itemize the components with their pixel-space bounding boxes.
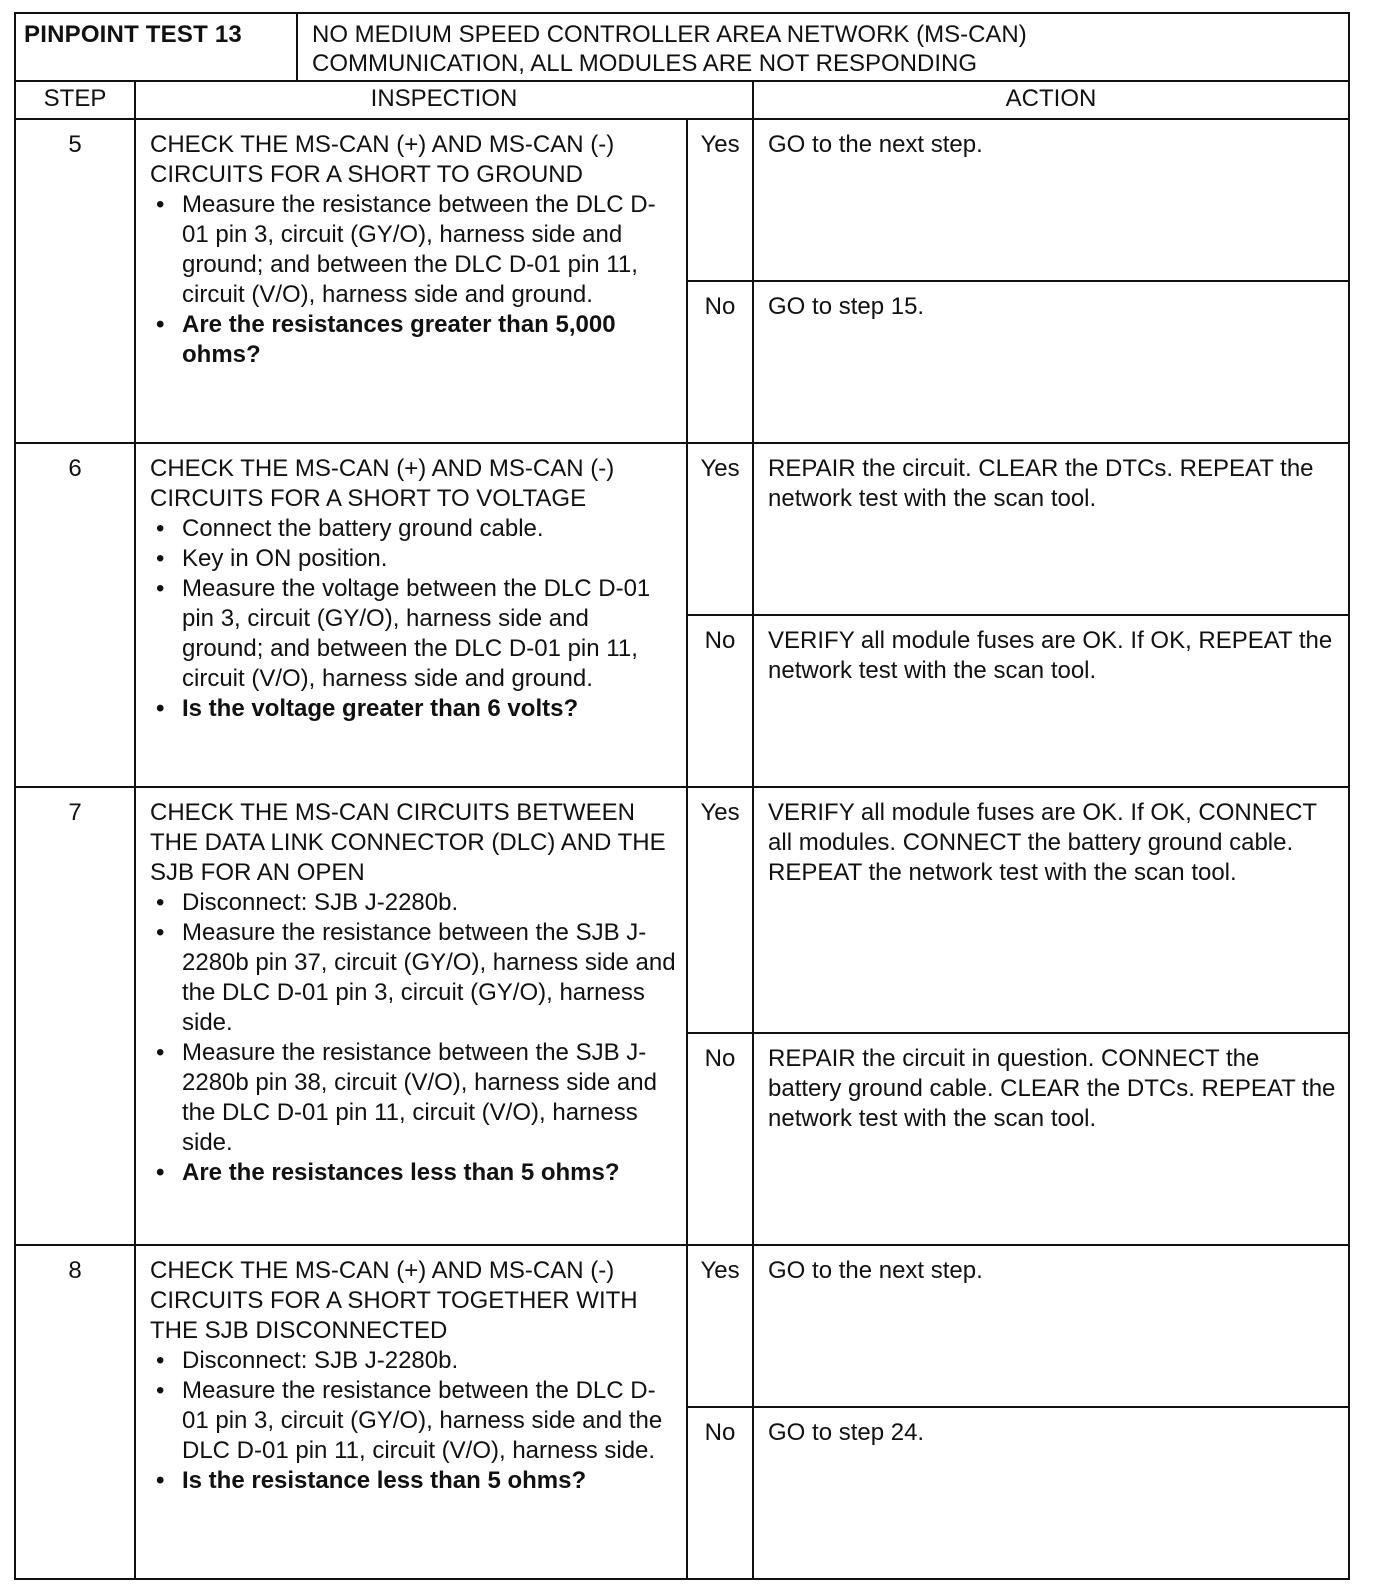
- column-header-row: [15, 81, 1349, 119]
- yes-action: GO to the next step.: [753, 119, 1349, 281]
- inspection-cell: [135, 119, 687, 443]
- step-number: 8: [15, 1245, 135, 1579]
- step-row: [15, 1245, 1349, 1407]
- yes-label: Yes: [687, 119, 753, 281]
- yes-label: Yes: [687, 443, 753, 615]
- inspection-bullet: • Measure the resistance between the DLC D-01 pin 3, circuit (GY/O), harness side and ground; and between the DLC D-01 pin 11, circuit (V/O), harness side and ground.: [150, 190, 676, 310]
- no-action: GO to step 15.: [753, 281, 1349, 443]
- yes-label: Yes: [687, 787, 753, 1033]
- no-label: No: [687, 1033, 753, 1245]
- step-number: 6: [15, 443, 135, 787]
- inspection-question: • Are the resistances less than 5 ohms?: [150, 1158, 676, 1188]
- yes-action: GO to the next step.: [753, 1245, 1349, 1407]
- step-row: [15, 443, 1349, 615]
- step-row: [15, 787, 1349, 1033]
- step-number: 7: [15, 787, 135, 1245]
- inspection-question: • Are the resistances greater than 5,000 ohms?: [150, 310, 676, 370]
- inspection-cell: [135, 443, 687, 787]
- no-label: No: [687, 615, 753, 787]
- action-column-header: ACTION: [753, 81, 1349, 119]
- inspection-bullet: • Measure the voltage between the DLC D-01 pin 3, circuit (GY/O), harness side and ground; and between the DLC D-01 pin 11, circuit (V/O), harness side and ground.: [150, 574, 676, 694]
- test-label: PINPOINT TEST 13: [24, 21, 242, 48]
- inspection-question: • Is the resistance less than 5 ohms?: [150, 1466, 676, 1496]
- inspection-bullets: [150, 190, 676, 370]
- pinpoint-test-sheet: [14, 12, 1348, 1580]
- pinpoint-test-table: [14, 12, 1350, 1580]
- inspection-bullet: • Disconnect: SJB J-2280b.: [150, 1346, 676, 1376]
- yes-action: VERIFY all module fuses are OK. If OK, CONNECT all modules. CONNECT the battery ground cable. REPEAT the network test with the scan tool.: [753, 787, 1349, 1033]
- inspection-title: CHECK THE MS-CAN (+) AND MS-CAN (-) CIRCUITS FOR A SHORT TO GROUND: [150, 131, 615, 188]
- no-action: VERIFY all module fuses are OK. If OK, REPEAT the network test with the scan tool.: [753, 615, 1349, 787]
- test-title-line-2: COMMUNICATION, ALL MODULES ARE NOT RESPONDING: [312, 50, 978, 77]
- test-title: [297, 13, 1349, 81]
- inspection-cell: [135, 1245, 687, 1579]
- header-row: [15, 13, 1349, 81]
- no-action: REPAIR the circuit in question. CONNECT the battery ground cable. CLEAR the DTCs. REPEAT the network test with the scan tool.: [753, 1033, 1349, 1245]
- yes-action: REPAIR the circuit. CLEAR the DTCs. REPEAT the network test with the scan tool.: [753, 443, 1349, 615]
- inspection-bullet: • Measure the resistance between the SJB J-2280b pin 38, circuit (V/O), harness side and the DLC D-01 pin 11, circuit (V/O), harness side.: [150, 1038, 676, 1158]
- step-column-header: STEP: [15, 81, 135, 119]
- inspection-cell: [135, 787, 687, 1245]
- inspection-bullet: • Connect the battery ground cable.: [150, 514, 676, 544]
- inspection-bullet: • Key in ON position.: [150, 544, 676, 574]
- inspection-question: • Is the voltage greater than 6 volts?: [150, 694, 676, 724]
- inspection-bullets: [150, 514, 676, 724]
- yes-label: Yes: [687, 1245, 753, 1407]
- no-label: No: [687, 281, 753, 443]
- test-title-line-1: NO MEDIUM SPEED CONTROLLER AREA NETWORK (MS-CAN): [312, 21, 1027, 48]
- inspection-title: CHECK THE MS-CAN (+) AND MS-CAN (-) CIRCUITS FOR A SHORT TO VOLTAGE: [150, 455, 615, 512]
- no-label: No: [687, 1407, 753, 1579]
- inspection-title: CHECK THE MS-CAN CIRCUITS BETWEEN THE DATA LINK CONNECTOR (DLC) AND THE SJB FOR AN OPEN: [150, 799, 666, 886]
- step-row: [15, 119, 1349, 281]
- inspection-title: CHECK THE MS-CAN (+) AND MS-CAN (-) CIRCUITS FOR A SHORT TOGETHER WITH THE SJB DISCONNECTED: [150, 1257, 638, 1344]
- test-number: [15, 13, 297, 81]
- inspection-bullets: [150, 1346, 676, 1496]
- no-action: GO to step 24.: [753, 1407, 1349, 1579]
- step-number: 5: [15, 119, 135, 443]
- inspection-bullet: • Measure the resistance between the DLC D-01 pin 3, circuit (GY/O), harness side and the DLC D-01 pin 11, circuit (V/O), harness side.: [150, 1376, 676, 1466]
- inspection-bullet: • Measure the resistance between the SJB J-2280b pin 37, circuit (GY/O), harness side and the DLC D-01 pin 3, circuit (GY/O), harness side.: [150, 918, 676, 1038]
- inspection-column-header: INSPECTION: [135, 81, 753, 119]
- inspection-bullet: • Disconnect: SJB J-2280b.: [150, 888, 676, 918]
- inspection-bullets: [150, 888, 676, 1188]
